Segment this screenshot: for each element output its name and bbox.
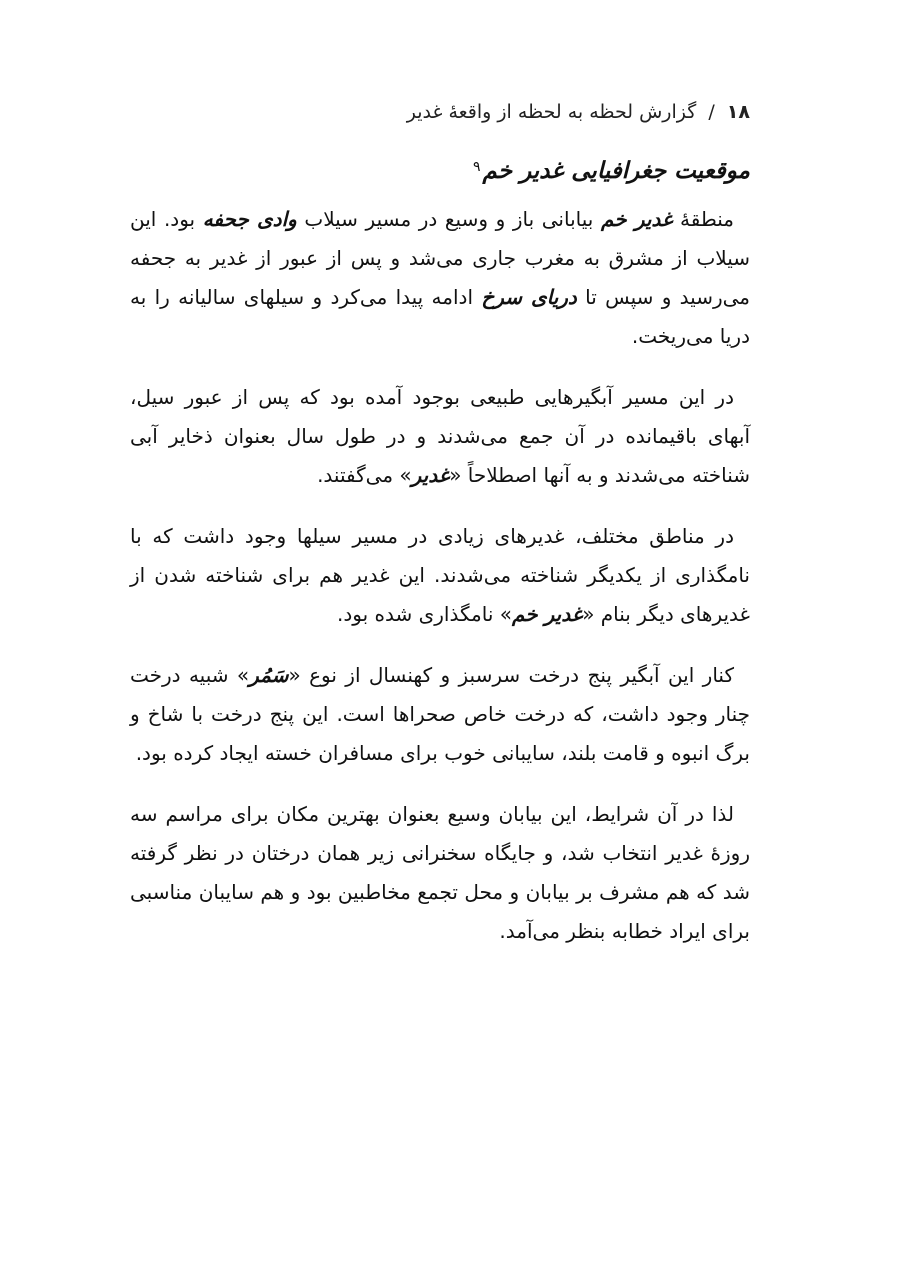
paragraph-text: بیابانی باز و وسیع در مسیر سیلاب <box>296 207 601 231</box>
emphasized-term: غدیر <box>411 463 450 487</box>
emphasized-term: وادی جحفه <box>202 207 297 231</box>
running-header-title: گزارش لحظه به لحظه از واقعهٔ غدیر <box>406 101 697 123</box>
paragraph-1 <box>130 200 750 356</box>
paragraph-text: در مناطق مختلف، غدیرهای زیادی در مسیر سیلها وجود داشت که با نامگذاری از یکدیگر شناخته می‌شدند. این غدیر هم برای شناخته شدن از غدیرهای دیگر بنام « <box>130 524 750 626</box>
paragraph-text: » نامگذاری شده بود. <box>337 602 512 626</box>
emphasized-term: سَمُر <box>249 663 289 687</box>
paragraph-text: ادامه پیدا می‌کرد و سیلهای سالیانه را به دریا می‌ریخت. <box>130 285 750 348</box>
section-title <box>130 153 750 189</box>
paragraph-text: کنار این آبگیر پنج درخت سرسبز و کهنسال از نوع « <box>288 663 734 687</box>
emphasized-term: دریای سرخ <box>481 285 577 309</box>
paragraph-3 <box>130 517 750 634</box>
body-text <box>130 200 750 973</box>
emphasized-term: غدیر خم <box>600 207 673 231</box>
paragraph-text: منطقهٔ <box>672 207 734 231</box>
paragraph-4 <box>130 656 750 773</box>
footnote-marker: ۹ <box>473 159 481 175</box>
header-separator: / <box>708 101 715 123</box>
section-title-text: موقعیت جغرافیایی غدیر خم <box>482 158 750 184</box>
paragraph-5 <box>130 795 750 951</box>
page-number: ۱۸ <box>726 101 750 123</box>
paragraph-text: در این مسیر آبگیرهایی طبیعی بوجود آمده بود که پس از عبور سیل، آبهای باقیمانده در آن جمع می‌شدند و در طول سال بعنوان ذخایر آبی شناخته می‌شدند و به آنها اصطلاحاً « <box>130 385 750 487</box>
paragraph-text: لذا در آن شرایط، این بیابان وسیع بعنوان بهترین مکان برای مراسم سه روزهٔ غدیر انتخاب شد، و جایگاه سخنرانی زیر همان درختان در نظر گرفته شد که هم مشرف بر بیابان و محل تجمع مخاطبین بود و هم سایبان مناسبی برای ایراد خطابه بنظر می‌آمد. <box>130 802 750 943</box>
paragraph-text: بود. این سیلاب از مشرق به مغرب جاری می‌شد و پس از عبور از غدیر به جحفه می‌رسید و سپس تا <box>130 207 750 309</box>
paragraph-text: » می‌گفتند. <box>317 463 412 487</box>
running-header <box>130 96 750 128</box>
paragraph-2 <box>130 378 750 495</box>
emphasized-term: غدیر خم <box>512 602 583 626</box>
paragraph-text: » شبیه درخت چنار وجود داشت، که درخت خاص صحراها است. این پنج درخت با شاخ و برگ انبوه و قامت بلند، سایبانی خوب برای مسافران خسته ایجاد کرده بود. <box>130 663 750 765</box>
